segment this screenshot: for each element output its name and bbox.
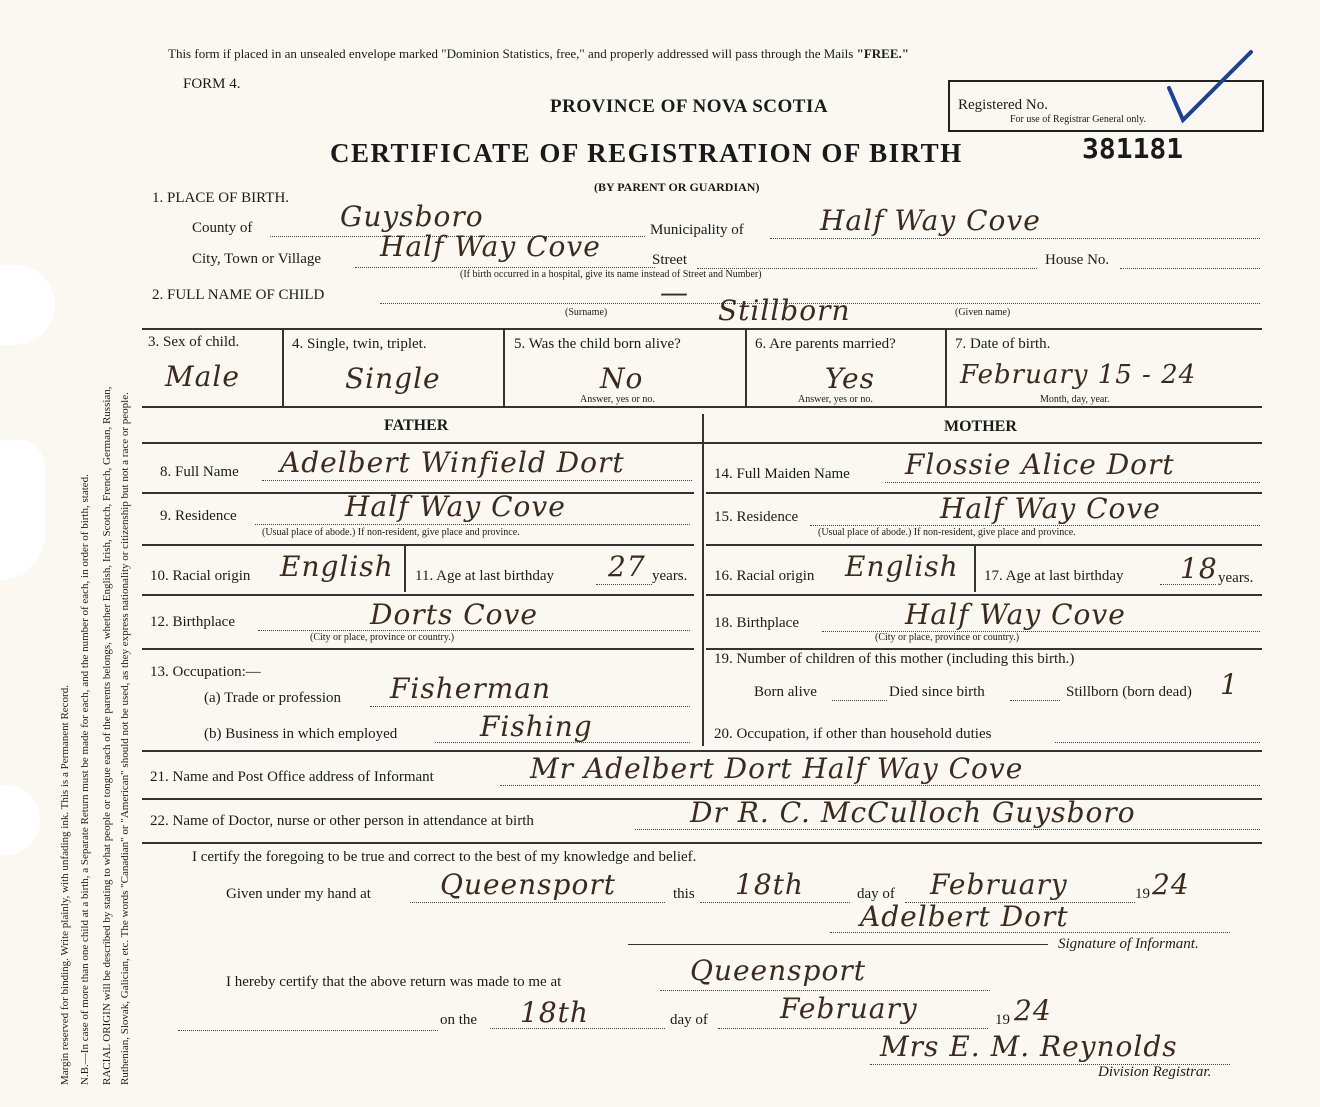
- registrar-statement: I hereby certify that the above return was made to me at: [226, 974, 562, 990]
- doctor-value: Dr R. C. McCulloch Guysboro: [690, 796, 1136, 829]
- child-surname-value: —: [660, 276, 689, 309]
- given-month-value: February: [930, 868, 1068, 901]
- business-value: Fishing: [480, 710, 593, 743]
- torn-edge-lower: [0, 785, 40, 855]
- mail-free: "FREE.": [856, 46, 909, 61]
- given-day-value: 18th: [735, 868, 804, 901]
- certify-statement: I certify the foregoing to be true and correct to the best of my knowledge and belief.: [192, 849, 697, 865]
- street-label: Street: [652, 252, 687, 268]
- dob-label: 7. Date of birth.: [955, 336, 1051, 352]
- informant-signature: Adelbert Dort: [860, 900, 1069, 933]
- registered-label: Registered No.: [958, 97, 1048, 113]
- mother-residence-label: 15. Residence: [714, 509, 799, 525]
- father-abode-note: (Usual place of abode.) If non-resident, give place and province.: [262, 527, 520, 538]
- mother-city-note: (City or place, province or country.): [875, 632, 1020, 643]
- sidebar-line-3: RACIAL ORIGIN will be described by stating to what people or tongue each of the parents belongs, whether English, Irish, Scotch, French, German, Russian,: [101, 386, 113, 1085]
- mother-abode-note: (Usual place of abode.) If non-resident, give place and province.: [818, 527, 1076, 538]
- registrar-place-value: Queensport: [690, 954, 866, 987]
- father-heading: FATHER: [384, 417, 449, 434]
- mother-occupation-label: 20. Occupation, if other than household duties: [714, 726, 992, 742]
- alive-answer-note: Answer, yes or no.: [580, 394, 655, 405]
- mother-racial-label: 16. Racial origin: [714, 568, 815, 584]
- given-year-value: 24: [1152, 868, 1190, 901]
- father-name-value: Adelbert Winfield Dort: [280, 446, 625, 479]
- registration-number: 381181: [1082, 132, 1184, 165]
- business-label: (b) Business in which employed: [204, 726, 398, 742]
- mother-years: years.: [1218, 570, 1254, 586]
- father-racial-value: English: [280, 550, 394, 583]
- stillborn-value: 1: [1220, 668, 1239, 701]
- registrar-signature: Mrs E. M. Reynolds: [880, 1030, 1178, 1063]
- trade-label: (a) Trade or profession: [204, 690, 342, 706]
- father-racial-label: 10. Racial origin: [150, 568, 251, 584]
- alive-value: No: [600, 362, 644, 395]
- doctor-label: 22. Name of Doctor, nurse or other person in attendance at birth: [150, 813, 534, 829]
- division-registrar-label: Division Registrar.: [1098, 1064, 1212, 1080]
- father-residence-label: 9. Residence: [160, 508, 237, 524]
- mother-heading: MOTHER: [944, 418, 1017, 435]
- registrar-year-prefix: 19: [995, 1012, 1010, 1028]
- mother-birthplace-label: 18. Birthplace: [714, 615, 799, 631]
- father-birthplace-label: 12. Birthplace: [150, 614, 235, 630]
- county-value: Guysboro: [340, 200, 484, 233]
- married-label: 6. Are parents married?: [755, 336, 896, 352]
- form-number: FORM 4.: [183, 76, 241, 92]
- born-alive-label: Born alive: [754, 684, 817, 700]
- father-residence-value: Half Way Cove: [345, 490, 566, 523]
- torn-edge-middle: [0, 440, 45, 580]
- trade-value: Fisherman: [390, 672, 552, 705]
- stillborn-label: Stillborn (born dead): [1066, 684, 1192, 700]
- father-city-note: (City or place, province or country.): [310, 632, 455, 643]
- county-label: County of: [192, 220, 253, 236]
- mother-age-value: 18: [1180, 552, 1218, 585]
- this-label: this: [673, 886, 695, 902]
- municipality-label: Municipality of: [650, 222, 744, 238]
- father-years: years.: [652, 568, 688, 584]
- sex-value: Male: [165, 360, 240, 393]
- plurality-label: 4. Single, twin, triplet.: [292, 336, 427, 352]
- child-given-value: Stillborn: [718, 294, 851, 327]
- mother-residence-value: Half Way Cove: [940, 492, 1161, 525]
- informant-value: Mr Adelbert Dort Half Way Cove: [530, 752, 1024, 785]
- municipality-value: Half Way Cove: [820, 204, 1041, 237]
- dob-note: Month, day, year.: [1040, 394, 1110, 405]
- mail-notice-text: This form if placed in an unsealed envelope marked "Dominion Statistics, free," and properly addressed will pass through the Mails: [168, 46, 854, 61]
- page-title: CERTIFICATE OF REGISTRATION OF BIRTH: [330, 138, 963, 168]
- dob-value: February 15 - 24: [960, 360, 1197, 390]
- married-answer-note: Answer, yes or no.: [798, 394, 873, 405]
- married-value: Yes: [825, 362, 875, 395]
- given-label: Given under my hand at: [226, 886, 371, 902]
- given-year-prefix: 19: [1135, 886, 1150, 902]
- sidebar-line-4: Ruthenian, Slovak, Galician, etc. The words "Canadian" or "American" should not be used, as they express nationality or citizenship but not a race or people.: [119, 392, 131, 1085]
- given-note: (Given name): [955, 307, 1011, 318]
- registrar-month-value: February: [780, 992, 918, 1025]
- plurality-value: Single: [345, 362, 441, 395]
- registrar-use-note: For use of Registrar General only.: [1010, 114, 1146, 125]
- city-label: City, Town or Village: [192, 251, 322, 267]
- mother-name-label: 14. Full Maiden Name: [714, 466, 850, 482]
- hospital-note: (If birth occurred in a hospital, give its name instead of Street and Number): [460, 269, 762, 280]
- given-place-value: Queensport: [440, 868, 616, 901]
- mother-racial-value: English: [845, 550, 959, 583]
- signature-label: Signature of Informant.: [1058, 936, 1199, 952]
- surname-note: (Surname): [565, 307, 608, 318]
- alive-label: 5. Was the child born alive?: [514, 336, 681, 352]
- on-the-label: on the: [440, 1012, 478, 1028]
- sidebar-line-2: N.B.—In case of more than one child at a birth, a Separate Return must be made for each, and the number of each, in order of birth, stated.: [79, 474, 91, 1085]
- children-label: 19. Number of children of this mother (including this birth.): [714, 651, 1075, 667]
- father-age-label: 11. Age at last birthday: [415, 568, 554, 584]
- place-of-birth-label: 1. PLACE OF BIRTH.: [152, 190, 290, 206]
- checkmark-icon: [1165, 48, 1255, 128]
- house-label: House No.: [1045, 252, 1110, 268]
- torn-edge-upper: [0, 265, 55, 345]
- given-day-of-label: day of: [857, 886, 895, 902]
- mail-notice: [168, 46, 909, 62]
- registrar-year-value: 24: [1014, 994, 1052, 1027]
- sex-label: 3. Sex of child.: [148, 334, 240, 350]
- mother-birthplace-value: Half Way Cove: [905, 598, 1126, 631]
- mother-age-label: 17. Age at last birthday: [984, 568, 1124, 584]
- mother-name-value: Flossie Alice Dort: [905, 448, 1175, 481]
- registrar-day-value: 18th: [520, 996, 589, 1029]
- registrar-day-of-label: day of: [670, 1012, 708, 1028]
- city-value: Half Way Cove: [380, 230, 601, 263]
- father-name-label: 8. Full Name: [160, 464, 239, 480]
- father-birthplace-value: Dorts Cove: [370, 598, 538, 631]
- sidebar-line-1: Margin reserved for binding. Write plainly, with unfading ink. This is a Permanent Record.: [59, 685, 71, 1085]
- father-age-value: 27: [608, 550, 646, 583]
- died-label: Died since birth: [889, 684, 985, 700]
- occupation-label: 13. Occupation:—: [150, 664, 261, 680]
- page-subtitle: (BY PARENT OR GUARDIAN): [594, 180, 760, 194]
- informant-label: 21. Name and Post Office address of Informant: [150, 769, 434, 785]
- child-name-label: 2. FULL NAME OF CHILD: [152, 287, 325, 303]
- province-heading: PROVINCE OF NOVA SCOTIA: [550, 96, 829, 117]
